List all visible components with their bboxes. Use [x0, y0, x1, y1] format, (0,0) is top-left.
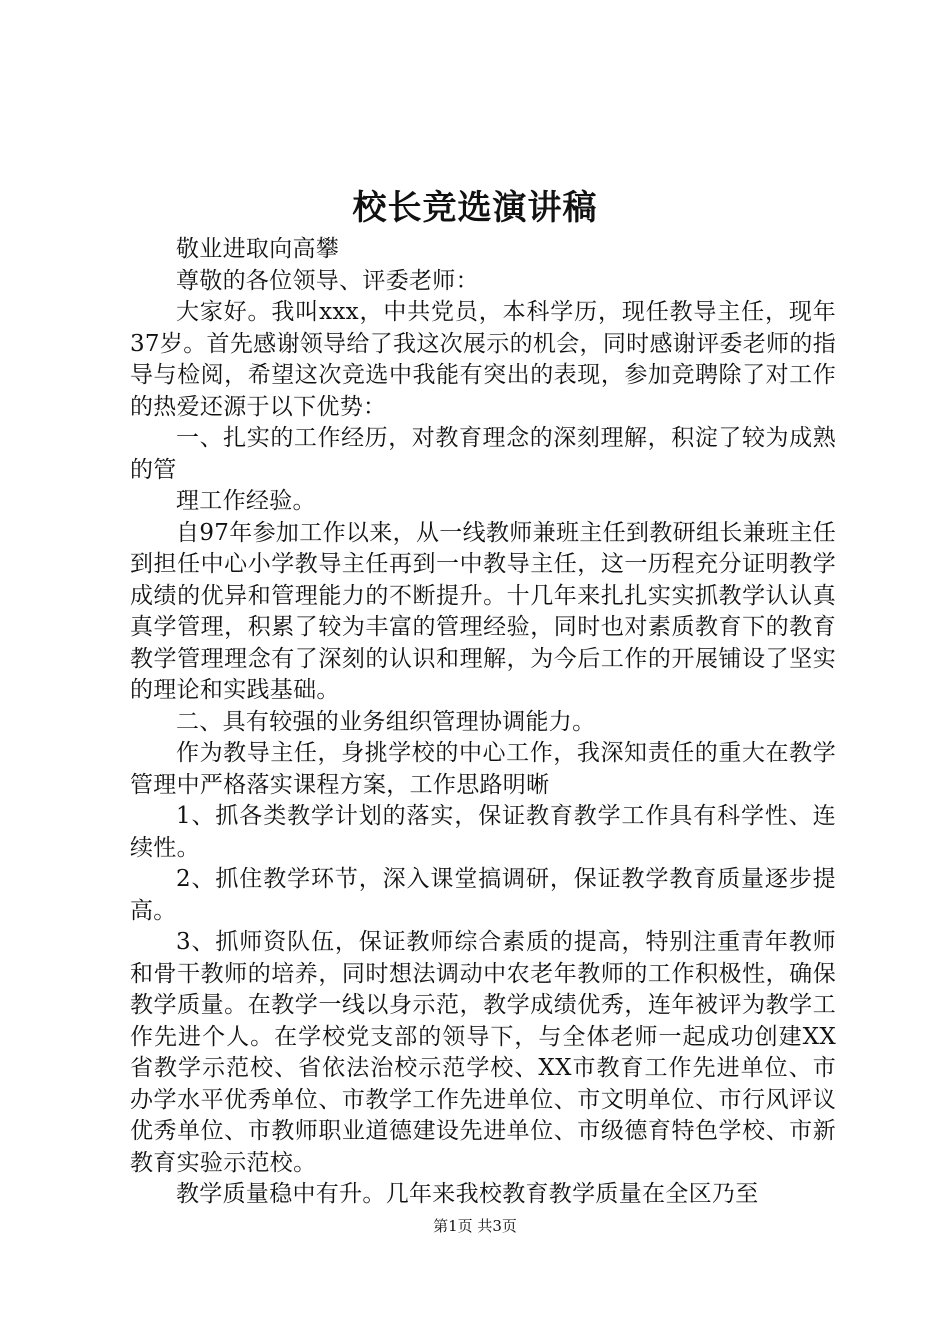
- document-body: [130, 234, 836, 1211]
- list-item-1: 1、抓各类教学计划的落实，保证教育教学工作具有科学性、连续性。: [130, 803, 836, 861]
- paragraph-heading-two: 二、具有较强的业务组织管理协调能力。: [176, 708, 596, 735]
- list-item-3: 3、抓师资队伍，保证教师综合素质的提高，特别注重青年教师和骨干教师的培养，同时想法调动中农老年教师的工作积极性，确保教学质量。在教学一线以身示范，教学成绩优秀，连年被评为教学工作先进个人。在学校党支部的领导下，与全体老师一起成功创建XX省教学示范校、省依法治校示范学校、XX市教育工作先进单位、市办学水平优秀单位、市教学工作先进单位、市文明单位、市行风评议优秀单位、市教师职业道德建设先进单位、市级德育特色学校、市新教育实验示范校。: [130, 929, 836, 1176]
- paragraph-salutation: 尊敬的各位领导、评委老师：: [176, 267, 479, 294]
- paragraph-experience: 自97年参加工作以来，从一线教师兼班主任到教研组长兼班主任到担任中心小学教导主任再到一中教导主任，这一历程充分证明教学成绩的优异和管理能力的不断提升。十几年来扎扎实实抓教学认认真真学管理，积累了较为丰富的管理经验，同时也对素质教育下的教育教学管理理念有了深刻的认识和理解，为今后工作的开展铺设了坚实的理论和实践基础。: [130, 519, 836, 703]
- paragraph-intro: 大家好。我叫xxx，中共党员，本科学历，现任教导主任，现年37岁。首先感谢领导给了我这次展示的机会，同时感谢评委老师的指导与检阅，希望这次竞选中我能有突出的表现，参加竞聘除了对工作的热爱还源于以下优势：: [130, 299, 836, 420]
- paragraph-subtitle: 敬业进取向高攀: [176, 236, 340, 262]
- paragraph-heading-one: 一、扎实的工作经历，对教育理念的深刻理解，积淀了较为成熟的管: [130, 425, 836, 483]
- document-title: 校长竞选演讲稿: [352, 188, 598, 228]
- paragraph-quality: 教学质量稳中有升。几年来我校教育教学质量在全区乃至: [176, 1181, 759, 1207]
- page-footer: 第1页 共3页: [433, 1217, 517, 1235]
- list-item-2: 2、抓住教学环节，深入课堂搞调研，保证教学教育质量逐步提高。: [130, 866, 836, 924]
- paragraph-heading-one-cont: 理工作经验。: [176, 488, 316, 514]
- paragraph-duties: 作为教导主任，身挑学校的中心工作，我深知责任的重大在教学管理中严格落实课程方案，工作思路明晰: [130, 740, 836, 798]
